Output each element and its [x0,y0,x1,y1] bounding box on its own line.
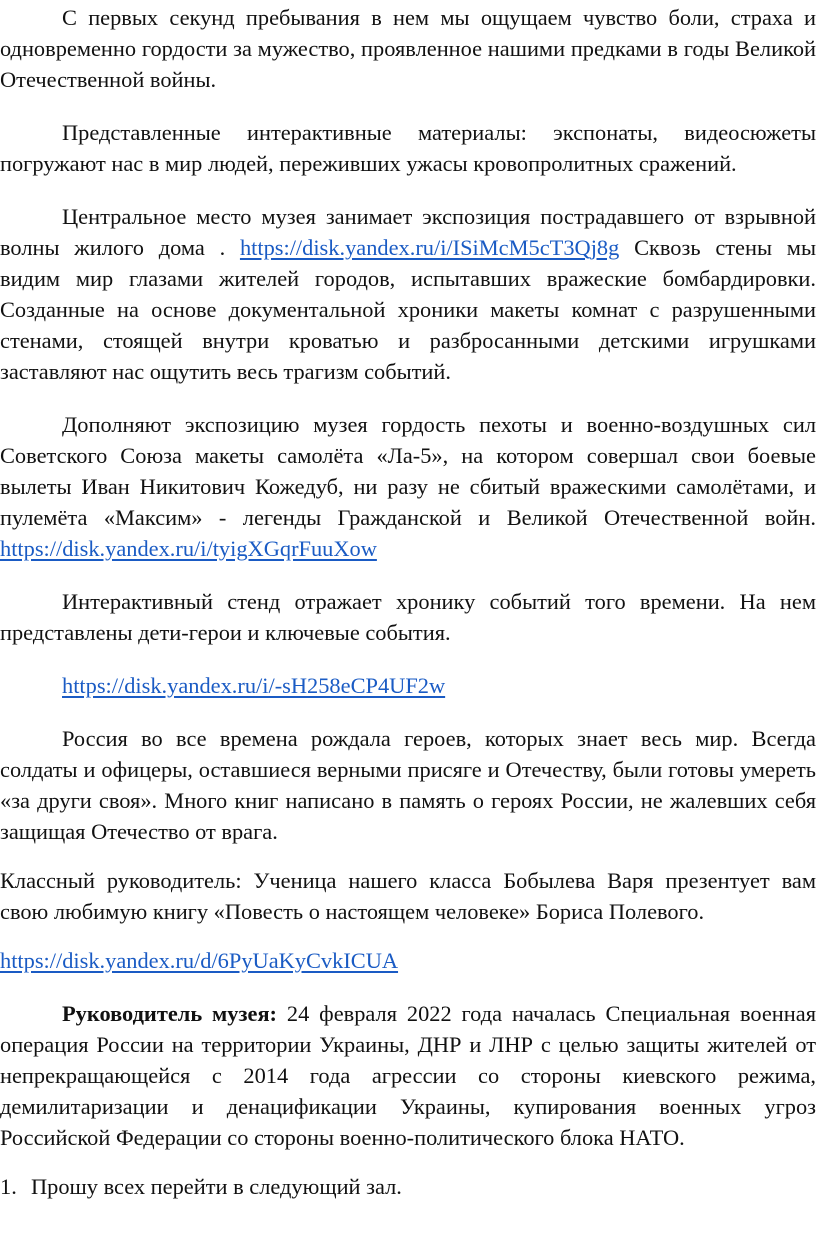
paragraph-heroes: Россия во все времена рождала героев, которых знает весь мир. Всегда солдаты и офицеры, оставшиеся верными присяге и Отечеству, были готовы умереть «за други своя». Много книг написано в память о героях России, не жалевших себя защищая Отечество от врага. [0,726,816,844]
paragraph-central-exhibit [0,201,816,387]
link-aircraft-exhibit[interactable]: https://disk.yandex.ru/i/tyigXGqrFuuXow [0,536,377,561]
paragraph-aircraft-exhibit [0,409,816,564]
museum-head-label: Руководитель музея: [62,1001,278,1026]
paragraph-interactive-stand: Интерактивный стенд отражает хронику событий того времени. На нем представлены дети-герои и ключевые события. [0,589,816,645]
paragraph-central-exhibit-text-end: Сквозь стены мы видим мир глазами жителей городов, испытавших вражеские бомбардировки. Созданные на основе документальной хроники макеты комнат с разрушенными стенами, стоящей внутри кроватью и разбросанными детскими игрушками заставляют нас ощутить весь трагизм событий. [0,235,816,384]
list-item-number: 1. [0,1174,17,1199]
document-page [0,2,816,1202]
link-interactive-stand[interactable]: https://disk.yandex.ru/i/-sH258eCP4UF2w [62,673,446,698]
link-central-exhibit[interactable]: https://disk.yandex.ru/i/ISiMcM5cT3Qj8g [239,235,620,260]
list-item-text: Прошу всех перейти в следующий зал. [31,1174,402,1199]
paragraph-class-teacher: Классный руководитель: Ученица нашего класса Бобылева Варя презентует вам свою любимую книгу «Повесть о настоящем человеке» Бориса Полевого. [0,868,816,924]
paragraph-aircraft-exhibit-text: Дополняют экспозицию музея гордость пехоты и военно-воздушных сил Советского Союза макеты самолёта «Ла-5», на котором совершал свои боевые вылеты Иван Никитович Кожедуб, ни разу не сбитый вражескими самолётами, и пулемёта «Максим» - легенды Гражданской и Великой Отечественной войн. [0,412,816,530]
list-item [0,1171,816,1202]
link-line-book [0,945,816,976]
paragraph-interactive-materials: Представленные интерактивные материалы: экспонаты, видеосюжеты погружают нас в мир людей, переживших ужасы кровопролитных сражений. [0,120,816,176]
paragraph-central-exhibit-text-start: Центральное место музея занимает экспозиция пострадавшего от взрывной волны жилого дома . [0,204,816,260]
paragraph-museum-head [0,998,816,1153]
museum-head-text: 24 февраля 2022 года началась Специальная военная операция России на территории Украины, ДНР и ЛНР с целью защиты жителей от непрекращающейся с 2014 года агрессии со стороны киевского режима, демилитаризации и денацификации Украины, купирования военных угроз Российской Федерации со стороны военно-политического блока НАТО. [0,1001,816,1150]
link-line-interactive-stand [0,670,816,701]
link-book-presentation[interactable]: https://disk.yandex.ru/d/6PyUaKyCvkICUA [0,948,399,973]
paragraph-intro: С первых секунд пребывания в нем мы ощущаем чувство боли, страха и одновременно гордости за мужество, проявленное нашими предками в годы Великой Отечественной войны. [0,5,816,92]
